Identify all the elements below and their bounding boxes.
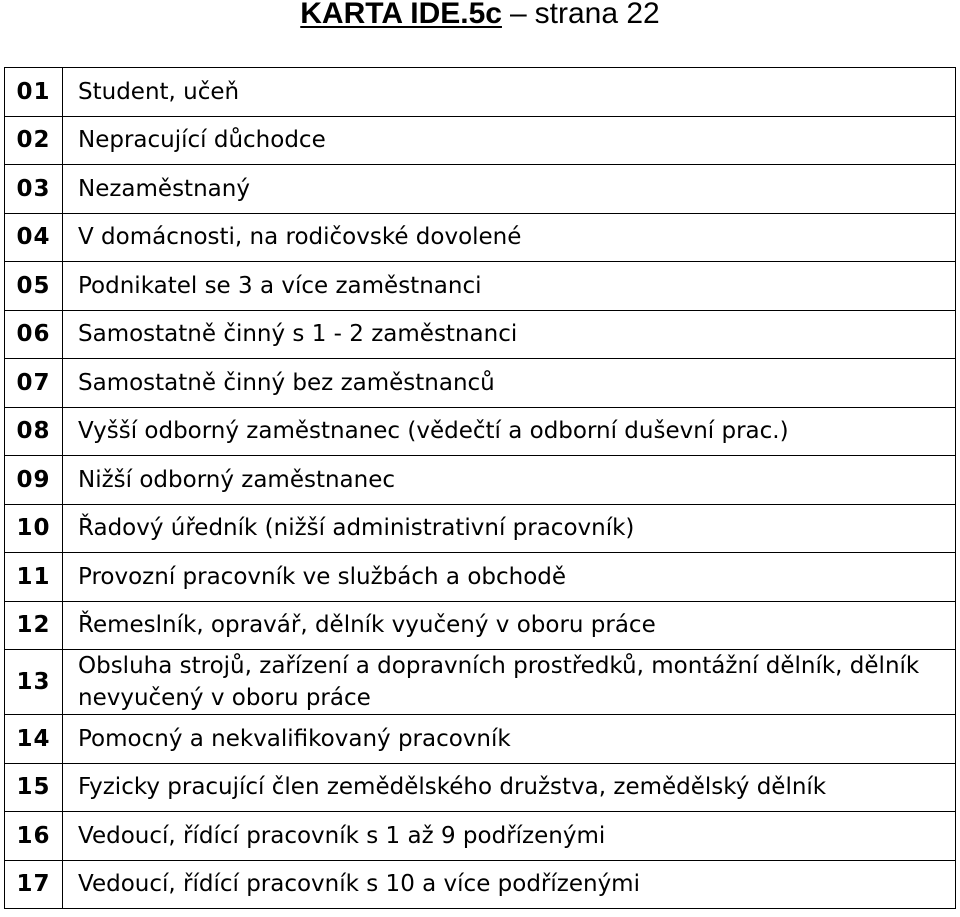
row-description: Vyšší odborný zaměstnanec (vědečtí a odborní duševní prac.) [63,407,956,456]
row-description: Řemeslník, opravář, dělník vyučený v oboru práce [63,601,956,650]
row-code: 15 [5,763,63,812]
row-code: 04 [5,213,63,262]
page-title [0,0,960,34]
table-row [5,407,956,456]
table-row [5,504,956,553]
page-number: strana 22 [534,0,660,30]
table-row [5,213,956,262]
row-code: 17 [5,860,63,909]
occupation-code-table [4,67,956,909]
row-code: 13 [5,650,63,715]
table-body [5,68,956,909]
row-description: Řadový úředník (nižší administrativní pracovník) [63,504,956,553]
row-code: 03 [5,165,63,214]
row-description: Vedoucí, řídící pracovník s 10 a více podřízenými [63,860,956,909]
table-row [5,601,956,650]
table-row [5,763,956,812]
row-description: Samostatně činný s 1 - 2 zaměstnanci [63,310,956,359]
table-row [5,812,956,861]
row-code: 07 [5,359,63,408]
row-code: 16 [5,812,63,861]
row-code: 09 [5,456,63,505]
row-description: Samostatně činný bez zaměstnanců [63,359,956,408]
row-description: Nepracující důchodce [63,116,956,165]
row-code: 14 [5,715,63,764]
row-code: 05 [5,262,63,311]
row-code: 01 [5,68,63,117]
table-row [5,715,956,764]
row-description: Pomocný a nekvalifikovaný pracovník [63,715,956,764]
row-code: 11 [5,553,63,602]
table-row [5,860,956,909]
row-description: Student, učeň [63,68,956,117]
table-row [5,68,956,117]
row-code: 08 [5,407,63,456]
table-row [5,310,956,359]
row-description: Obsluha strojů, zařízení a dopravních prostředků, montážní dělník, dělník nevyučený v oboru práce [63,650,956,715]
table-row [5,456,956,505]
title-separator: – [509,0,527,30]
row-description: Fyzicky pracující člen zemědělského družstva, zemědělský dělník [63,763,956,812]
row-code: 06 [5,310,63,359]
row-code: 12 [5,601,63,650]
table-row [5,553,956,602]
table-row [5,262,956,311]
table-row [5,650,956,715]
table-row [5,165,956,214]
row-description: Provozní pracovník ve službách a obchodě [63,553,956,602]
row-description: V domácnosti, na rodičovské dovolené [63,213,956,262]
table-row [5,116,956,165]
row-code: 10 [5,504,63,553]
row-description: Nižší odborný zaměstnanec [63,456,956,505]
row-description: Vedoucí, řídící pracovník s 1 až 9 podřízenými [63,812,956,861]
card-title: KARTA IDE.5c [300,0,502,30]
table-row [5,359,956,408]
row-description: Podnikatel se 3 a více zaměstnanci [63,262,956,311]
row-description: Nezaměstnaný [63,165,956,214]
row-code: 02 [5,116,63,165]
